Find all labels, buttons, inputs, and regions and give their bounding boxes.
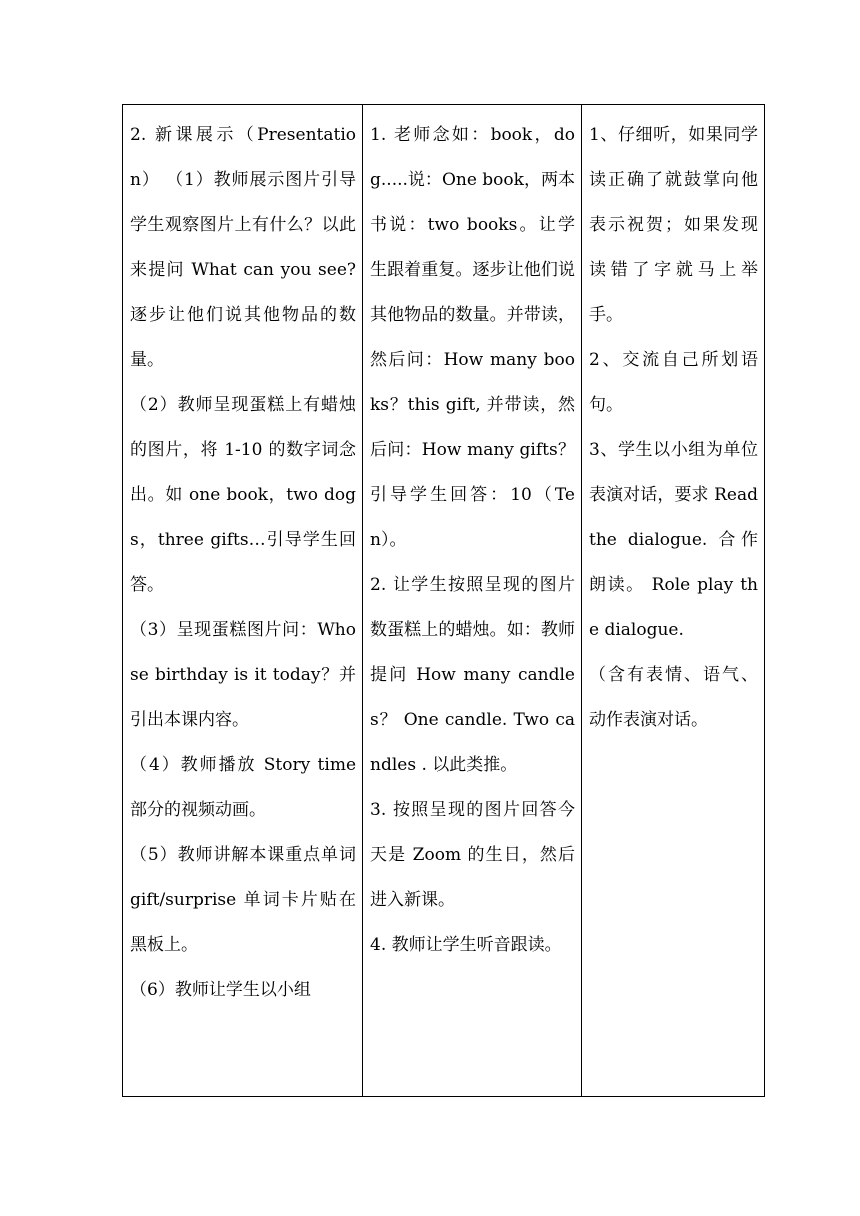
process-column xyxy=(123,105,363,1097)
process-paragraph: （2）教师呈现蛋糕上有蜡烛的图片，将 1-10 的数字词念出。如 one book，two dogs，three gifts…引导学生回答。 xyxy=(130,395,356,595)
student-paragraph: （含有表情、语气、动作表演对话。 xyxy=(589,665,758,730)
student-activity-column xyxy=(582,105,765,1097)
process-paragraph: （6）教师让学生以小组 xyxy=(130,980,311,1000)
teacher-paragraph: 2. 让学生按照呈现的图片数蛋糕上的蜡烛。如：教师提问 How many candles？ One candle. Two candles . 以此类推。 xyxy=(370,575,575,775)
teacher-paragraph: 1. 老师念如：book，dog.....说：One book，两本书说：two books。让学生跟着重复。逐步让他们说其他物品的数量。并带读，然后问：How many books？this gift, 并带读，然后问：How many gifts？引导学生回答：10（Ten）。 xyxy=(370,125,575,550)
teacher-paragraph: 3. 按照呈现的图片回答今天是 Zoom 的生日，然后进入新课。 xyxy=(370,800,575,910)
process-paragraph: 2. 新课展示（Presentation） （1）教师展示图片引导学生观察图片上有什么？以此来提问 What can you see?逐步让他们说其他物品的数量。 xyxy=(130,125,356,370)
student-paragraph: 1、仔细听，如果同学读正确了就鼓掌向他表示祝贺；如果发现读错了字就马上举手。 xyxy=(589,125,758,325)
lesson-table xyxy=(122,104,765,1097)
student-paragraph: 2、交流自己所划语句。 xyxy=(589,350,758,415)
process-paragraph: （3）呈现蛋糕图片问：Whose birthday is it today？并引出本课内容。 xyxy=(130,620,356,730)
teacher-paragraph: 4. 教师让学生听音跟读。 xyxy=(370,935,562,955)
table-row xyxy=(123,105,765,1097)
process-paragraph: （5）教师讲解本课重点单词 gift/surprise 单词卡片贴在黑板上。 xyxy=(130,845,356,955)
process-paragraph: （4）教师播放 Story time 部分的视频动画。 xyxy=(130,755,356,820)
student-paragraph: 3、学生以小组为单位表演对话，要求 Read the dialogue. 合作朗读。 Role play the dialogue. xyxy=(589,440,758,640)
teacher-activity-column xyxy=(363,105,582,1097)
